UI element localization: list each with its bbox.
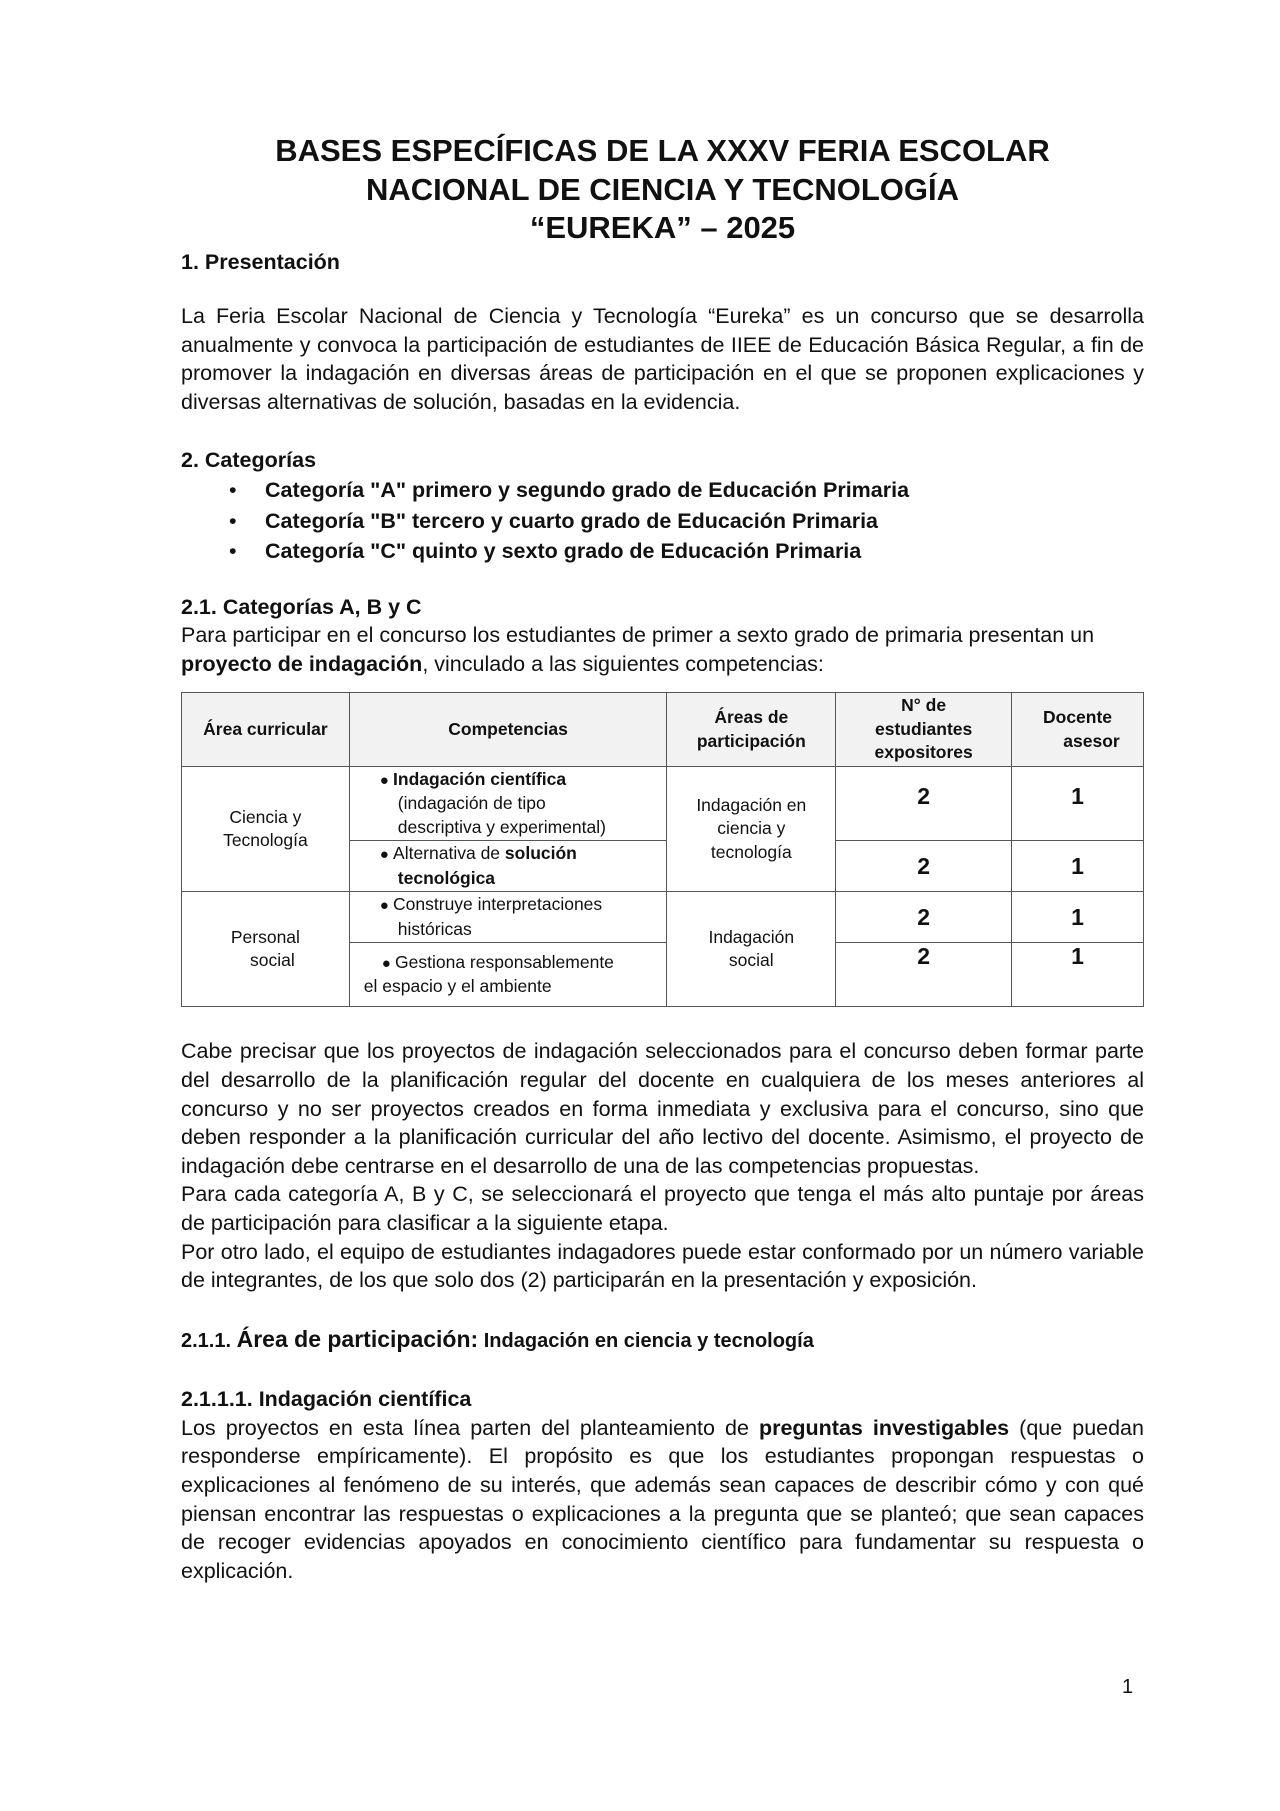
- document-title: [181, 132, 1144, 248]
- header-participation: Áreas de participación: [667, 693, 836, 767]
- category-item: • Categoría "C" quinto y sexto grado de Educación Primaria: [229, 536, 1144, 567]
- presentation-paragraph: La Feria Escolar Nacional de Ciencia y Tecnología “Eureka” es un concurso que se desarrolla anualmente y convoca la participación de estudiantes de IIEE de Educación Básica Regular, a fin de promover la indagación en diversas áreas de participación en el que se proponen explicaciones y diversas alternativas de solución, basadas en la evidencia.: [181, 304, 1144, 414]
- page-number: 1: [1122, 1676, 1134, 1698]
- competencies-table: [181, 692, 1144, 1007]
- teachers-count: 1: [1012, 841, 1144, 892]
- header-teacher: Docente asesor: [1012, 693, 1144, 767]
- area-science: Ciencia y Tecnología: [182, 766, 350, 892]
- participation-social: Indagación social: [667, 892, 836, 1007]
- body-paragraph-2: Para cada categoría A, B y C, se seleccionará el proyecto que tenga el más alto puntaje por áreas de participación para clasificar a la siguiente etapa.: [181, 1182, 1144, 1235]
- section-1-heading: 1. Presentación: [181, 249, 340, 274]
- category-list: [181, 475, 1144, 567]
- competency-technological-solution: ● Alternativa de solución tecnológica: [349, 841, 667, 892]
- scientific-inquiry-paragraph: Los proyectos en esta línea parten del planteamiento de preguntas investigables (que puedan responderse empíricamente). El propósito es que los estudiantes propongan respuestas o explicaciones al fenómeno de su interés, que además sean capaces de describir cómo y con qué piensan encontrar las respuestas o explicaciones a la pregunta que se planteó; que sean capaces de recoger evidencias apoyados en conocimiento científico para fundamentar su respuesta o explicación.: [181, 1415, 1144, 1583]
- category-item: • Categoría "A" primero y segundo grado de Educación Primaria: [229, 475, 1144, 506]
- body-paragraph-1: Cabe precisar que los proyectos de indagación seleccionados para el concurso deben formar parte del desarrollo de la planificación regular del docente en cualquiera de los meses anteriores al concurso y no ser proyectos creados en forma inmediata y exclusiva para el concurso, sino que deben responder a la planificación curricular del año lectivo del docente. Asimismo, el proyecto de indagación debe centrarse en el desarrollo de una de las competencias propuestas.: [181, 1039, 1144, 1178]
- competency-scientific-inquiry: ● Indagación científica (indagación de tipo descriptiva y experimental): [349, 766, 667, 841]
- header-area: Área curricular: [182, 693, 350, 767]
- body-paragraph-3: Por otro lado, el equipo de estudiantes indagadores puede estar conformado por un número variable de integrantes, de los que solo dos (2) participarán en la presentación y exposición.: [181, 1239, 1144, 1293]
- section-2-1-heading: 2.1. Categorías A, B y C: [181, 594, 422, 619]
- table-row: [182, 766, 1144, 841]
- header-students: N° de estudiantes expositores: [836, 693, 1012, 767]
- table-header-row: [182, 693, 1144, 767]
- table-row: [182, 892, 1144, 943]
- title-line-3: “EUREKA” – 2025: [529, 210, 796, 245]
- students-count: 2: [836, 766, 1012, 841]
- title-line-2: NACIONAL DE CIENCIA Y TECNOLOGÍA: [365, 171, 960, 207]
- students-count: 2: [836, 892, 1012, 943]
- students-count: 2: [836, 943, 1012, 1007]
- area-social: Personal social: [182, 892, 350, 1007]
- section-2-1-intro: Para participar en el concurso los estudiantes de primer a sexto grado de primaria presentan un proyecto de indagación, vinculado a las siguientes competencias:: [181, 623, 1095, 676]
- teachers-count: 1: [1012, 943, 1144, 1007]
- category-item: • Categoría "B" tercero y cuarto grado de Educación Primaria: [229, 506, 1144, 537]
- competency-historical: ● Construye interpretaciones históricas: [349, 892, 667, 943]
- section-2-1-1-heading: 2.1.1. Área de participación: Indagación en ciencia y tecnología: [181, 1325, 814, 1352]
- students-count: 2: [836, 841, 1012, 892]
- participation-science: Indagación en ciencia y tecnología: [667, 766, 836, 892]
- header-competencies: Competencias: [349, 693, 667, 767]
- page-content: [181, 132, 1144, 1585]
- teachers-count: 1: [1012, 892, 1144, 943]
- section-2-heading: 2. Categorías: [181, 448, 317, 473]
- teachers-count: 1: [1012, 766, 1144, 841]
- title-line-1: BASES ESPECÍFICAS DE LA XXXV FERIA ESCOLAR: [275, 133, 1050, 168]
- section-2-1-1-1-heading: 2.1.1.1. Indagación científica: [181, 1387, 472, 1412]
- competency-environment: ● Gestiona responsablemente el espacio y el ambiente: [349, 943, 667, 1007]
